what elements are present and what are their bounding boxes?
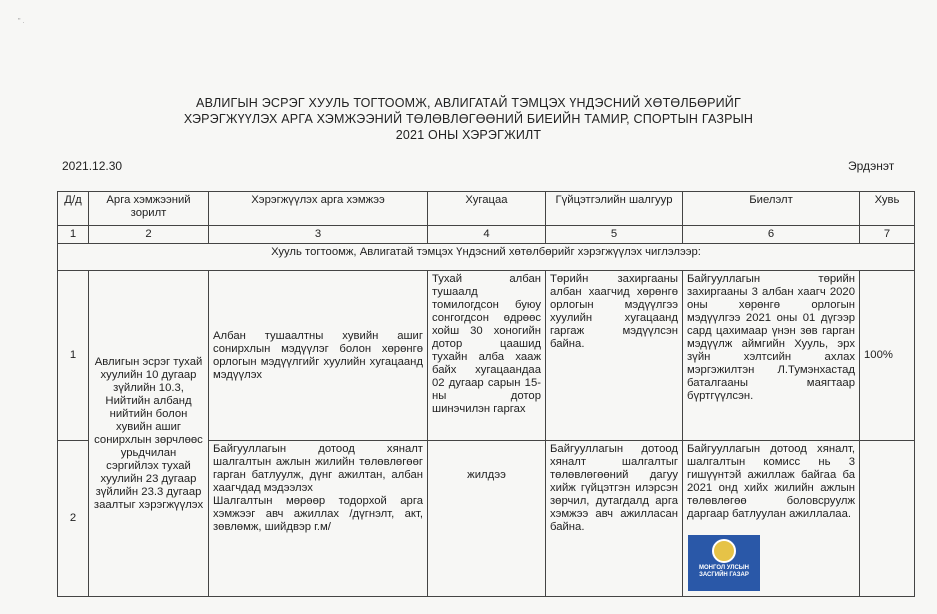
result-cell: Байгууллагын төрийн захиргааны 3 албан хаагч 2020 оны хөрөнгө орлогын мэдүүлгээ 2021 оны 01 дүгээр сард цахимаар үнэн зөв гарган мэдүүлж аймгийн Хууль, эрх зүйн хэлтсийн ахлах мэргэжилтэн Л.Тумэнхастад баталгааны маягтаар бүртгүүлсэн. xyxy=(683,271,860,441)
soyombo-emblem-icon xyxy=(712,539,736,563)
header-deadline: Хугацаа xyxy=(428,192,546,226)
action-cell: Байгууллагын дотоод хяналт шалгалтын ажлын жилийн төлөвлөгөөг гарган батлуулж, дүнг ажилтан, албан хаагчдад мэдээлэх Шалгалтын мөрөөр тодорхой арга хэмжээг авч ажиллах /дүгнэлт, акт, зөвлөмж, шийдвэр г.м/ xyxy=(209,441,428,597)
section-heading: Хууль тогтоомж, Авлигатай тэмцэх Үндэсний хөтөлбөрийг хэрэгжүүлэх чиглэлээр: xyxy=(58,244,915,271)
deadline-cell: жилдээ xyxy=(428,441,546,597)
column-number: 6 xyxy=(683,226,860,244)
deadline-cell: Тухай албан тушаалд томилогдсон буюу сонгогдсон өдрөөс хойш 30 хоногийн дотор цаашид тухайн алба хааж байх хугацаандаа 02 дугаар сарын 15-ны дотор шинэчилэн гаргах xyxy=(428,271,546,441)
row-number: 1 xyxy=(58,271,89,441)
criteria-cell: Төрийн захиргааны албан хаагчид хөрөнгө орлогын мэдүүлгээ хуулийн хугацаанд гаргаж мэдүүлсэн байна. xyxy=(546,271,683,441)
section-row xyxy=(58,244,915,271)
title-line-2: ХЭРЭГЖҮҮЛЭХ АРГА ХЭМЖЭЭНИЙ ТӨЛӨВЛӨГӨӨНИЙ БИЕИЙН ТАМИР, СПОРТЫН ГАЗРЫН xyxy=(183,112,754,126)
column-number: 4 xyxy=(428,226,546,244)
action-cell: Албан тушаалтны хувийн ашиг сонирхлын мэдүүлэг болон хөрөнгө орлогын мэдүүлгийг хуулийн хугацаанд мэдүүлэх xyxy=(209,271,428,441)
document-title xyxy=(0,95,937,143)
column-number-row xyxy=(58,226,915,244)
column-number: 2 xyxy=(89,226,209,244)
header-goal: Арга хэмжээний зорилт xyxy=(89,192,209,226)
column-number: 3 xyxy=(209,226,428,244)
seal-line-2: ЗАСГИЙН ГАЗАР xyxy=(699,572,749,578)
header-action: Хэрэгжүүлэх арга хэмжээ xyxy=(209,192,428,226)
header-no: Д/д xyxy=(58,192,89,226)
title-line-1: АВЛИГЫН ЭСРЭГ ХУУЛЬ ТОГТООМЖ, АВЛИГАТАЙ ТЭМЦЭХ ҮНДЭСНИЙ ХӨТӨЛБӨРИЙГ xyxy=(196,96,741,110)
document-date: 2021.12.30 xyxy=(62,159,123,173)
header-row xyxy=(58,192,915,226)
criteria-cell: Байгууллагын дотоод хяналт шалгалтыг төлөвлөгөөний дагуу хийж гүйцэтгэн илэрсэн зөрчил, дутагдалд арга хэмжээ авч ажилласан байна. xyxy=(546,441,683,597)
percent-cell: 100% xyxy=(860,271,915,441)
header-percent: Хувь xyxy=(860,192,915,226)
column-number: 7 xyxy=(860,226,915,244)
title-line-3: 2021 ОНЫ ХЭРЭГЖИЛТ xyxy=(395,128,542,142)
column-number: 1 xyxy=(58,226,89,244)
government-seal xyxy=(688,535,760,591)
header-result: Биелэлт xyxy=(683,192,860,226)
header-criteria: Гүйцэтгэлийн шалгуур xyxy=(546,192,683,226)
goal-cell: Авлигын эсрэг тухай хуулийн 10 дугаар зүйлийн 10.3, Нийтийн албанд нийтийн болон хувийн ашиг сонирхлын зөрчлөөс урьдчилан сэргийлэх тухай хуулийн 23 дугаар зүйлийн 23.3 дугаар заалтыг хэрэгжүүлэх xyxy=(89,271,209,597)
implementation-table xyxy=(57,191,915,597)
column-number: 5 xyxy=(546,226,683,244)
table-row xyxy=(58,271,915,441)
scan-marks: " . xyxy=(18,18,25,25)
document-place: Эрдэнэт xyxy=(848,159,895,173)
seal-line-1: МОНГОЛ УЛСЫН xyxy=(699,565,749,571)
result-cell: Байгууллагын дотоод хяналт, шалгалтын комисс нь 3 гишүүнтэй ажиллаж байгаа ба 2021 онд хийх жилийн ажлын төлөвлөгөө боловсруулж даргаар батлуулан ажиллалаа. xyxy=(683,441,860,597)
row-number: 2 xyxy=(58,441,89,597)
percent-cell xyxy=(860,441,915,597)
